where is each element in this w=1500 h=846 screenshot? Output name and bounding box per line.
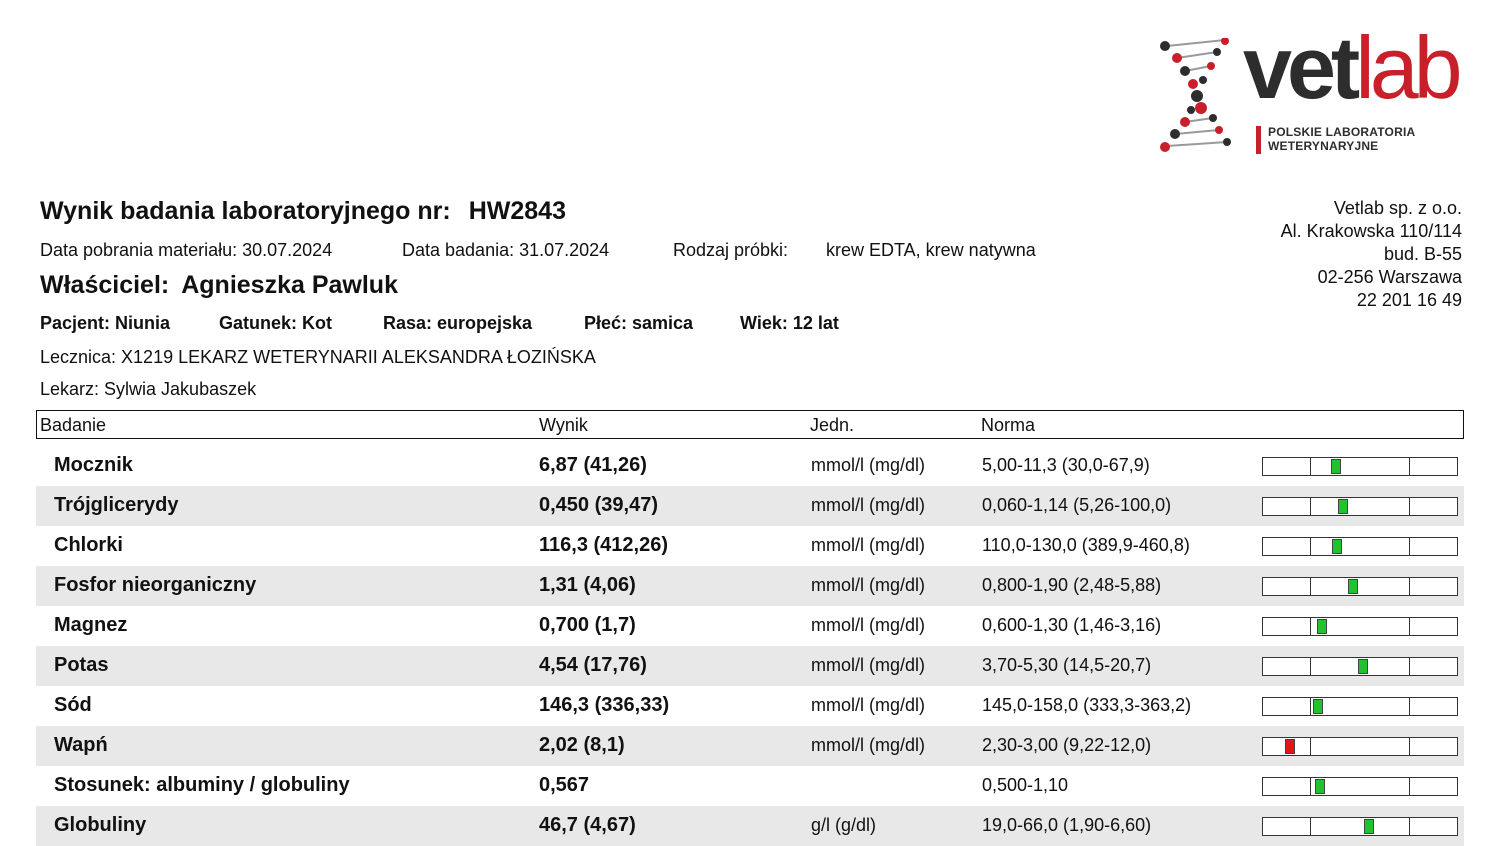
header-norm: Norma [981, 415, 1036, 435]
test-name: Fosfor nieorganiczny [54, 574, 257, 596]
gauge-tick [1409, 578, 1410, 595]
vetlab-logo [1155, 18, 1475, 160]
gauge-tick [1310, 698, 1311, 715]
lab-address [1281, 197, 1462, 312]
gauge-tick [1310, 538, 1311, 555]
test-norm: 5,00-11,3 (30,0-67,9) [982, 455, 1150, 475]
range-gauge [1262, 777, 1458, 796]
gauge-tick [1310, 618, 1311, 635]
table-row [36, 566, 1464, 606]
dates-line [40, 240, 1036, 261]
test-norm: 3,70-5,30 (14,5-20,7) [982, 655, 1152, 675]
gauge-marker [1348, 579, 1358, 594]
test-name: Globuliny [54, 814, 147, 836]
test-norm: 0,500-1,10 [982, 775, 1069, 795]
table-row [36, 646, 1464, 686]
table-row [36, 806, 1464, 846]
address-line1: Vetlab sp. z o.o. [1333, 198, 1462, 218]
test-result: 6,87 (41,26) [539, 454, 647, 476]
table-row [36, 606, 1464, 646]
header-unit: Jedn. [810, 415, 855, 435]
address-line5: 22 201 16 49 [1356, 290, 1462, 310]
range-gauge [1262, 617, 1458, 636]
gauge-marker [1313, 699, 1323, 714]
gauge-tick [1409, 658, 1410, 675]
logo-subtitle [1268, 125, 1415, 153]
table-row [36, 766, 1464, 806]
patient-line [40, 313, 839, 334]
test-result: 116,3 (412,26) [539, 534, 668, 556]
test-name: Mocznik [54, 454, 133, 476]
table-row [36, 486, 1464, 526]
owner-line [40, 271, 398, 300]
test-result: 4,54 (17,76) [539, 654, 647, 676]
test-result: 46,7 (4,67) [539, 814, 636, 836]
test-norm: 2,30-3,00 (9,22-12,0) [982, 735, 1152, 755]
test-norm: 0,060-1,14 (5,26-100,0) [982, 495, 1172, 515]
sampling-date: Data pobrania materiału: 30.07.2024 [40, 240, 333, 260]
logo-word-vet: vet [1243, 18, 1356, 117]
gauge-marker [1364, 819, 1374, 834]
report-number: HW2843 [468, 197, 566, 225]
gauge-marker [1331, 459, 1341, 474]
gauge-tick [1310, 578, 1311, 595]
gauge-tick [1310, 658, 1311, 675]
gauge-tick [1409, 778, 1410, 795]
patient-name: Pacjent: Niunia [40, 313, 171, 333]
range-gauge [1262, 577, 1458, 596]
test-unit: mmol/l (mg/dl) [811, 615, 926, 635]
gauge-tick [1409, 498, 1410, 515]
test-norm: 110,0-130,0 (389,9-460,8) [982, 535, 1190, 555]
test-unit: mmol/l (mg/dl) [811, 455, 926, 475]
test-name: Potas [54, 654, 109, 676]
gauge-marker [1358, 659, 1368, 674]
gauge-tick [1310, 458, 1311, 475]
test-name: Chlorki [54, 534, 123, 556]
range-gauge [1262, 657, 1458, 676]
range-gauge [1262, 457, 1458, 476]
test-name: Trójglicerydy [54, 494, 179, 516]
test-norm: 0,600-1,30 (1,46-3,16) [982, 615, 1162, 635]
test-unit: mmol/l (mg/dl) [811, 495, 926, 515]
gauge-tick [1409, 738, 1410, 755]
clinic-line: Lecznica: X1219 LEKARZ WETERYNARII ALEKSANDRA ŁOZIŃSKA [40, 347, 596, 367]
results-table-body [36, 446, 1464, 846]
test-name: Magnez [54, 614, 128, 636]
test-name: Wapń [54, 734, 108, 756]
test-name: Sód [54, 694, 92, 716]
sample-type-label: Rodzaj próbki: [673, 240, 789, 260]
test-unit: mmol/l (mg/dl) [811, 735, 926, 755]
results-table-header [36, 410, 1464, 439]
test-unit: mmol/l (mg/dl) [811, 655, 926, 675]
patient-species: Gatunek: Kot [219, 313, 333, 333]
owner-name: Agnieszka Pawluk [181, 271, 398, 299]
test-result: 0,567 [539, 774, 590, 796]
test-name: Stosunek: albuminy / globuliny [54, 774, 350, 796]
logo-subtitle-line2: WETERYNARYJNE [1268, 139, 1379, 153]
table-row [36, 686, 1464, 726]
table-row [36, 726, 1464, 766]
address-line2: Al. Krakowska 110/114 [1280, 221, 1462, 241]
table-row [36, 526, 1464, 566]
patient-sex: Płeć: samica [584, 313, 694, 333]
sample-type-value: krew EDTA, krew natywna [826, 240, 1036, 260]
test-unit: mmol/l (mg/dl) [811, 575, 926, 595]
gauge-tick [1409, 618, 1410, 635]
doctor-line: Lekarz: Sylwia Jakubaszek [40, 379, 257, 399]
test-result: 0,450 (39,47) [539, 494, 658, 516]
range-gauge [1262, 817, 1458, 836]
test-result: 1,31 (4,06) [539, 574, 636, 596]
report-title-label: Wynik badania laboratoryjnego nr: [40, 197, 451, 225]
report-title [40, 197, 566, 226]
test-date: Data badania: 31.07.2024 [402, 240, 610, 260]
header-result: Wynik [539, 415, 588, 435]
gauge-tick [1310, 818, 1311, 835]
test-unit: mmol/l (mg/dl) [811, 695, 926, 715]
gauge-tick [1409, 698, 1410, 715]
range-gauge [1262, 537, 1458, 556]
test-unit: mmol/l (mg/dl) [811, 535, 926, 555]
patient-age: Wiek: 12 lat [740, 313, 839, 333]
gauge-marker [1332, 539, 1342, 554]
address-line4: 02-256 Warszawa [1317, 267, 1462, 287]
test-norm: 145,0-158,0 (333,3-363,2) [982, 695, 1192, 715]
test-norm: 0,800-1,90 (2,48-5,88) [982, 575, 1162, 595]
test-result: 0,700 (1,7) [539, 614, 636, 636]
owner-label: Właściciel: [40, 271, 170, 299]
gauge-tick [1310, 778, 1311, 795]
header-test: Badanie [40, 415, 107, 435]
logo-subtitle-line1: POLSKIE LABORATORIA [1268, 125, 1416, 139]
gauge-marker [1315, 779, 1325, 794]
gauge-marker [1285, 739, 1295, 754]
address-line3: bud. B-55 [1383, 244, 1462, 264]
logo-accent-bar [1256, 126, 1261, 154]
range-gauge [1262, 697, 1458, 716]
range-gauge [1262, 497, 1458, 516]
logo-word-lab: lab [1355, 18, 1458, 117]
gauge-tick [1409, 818, 1410, 835]
gauge-tick [1310, 738, 1311, 755]
gauge-marker [1338, 499, 1348, 514]
test-result: 2,02 (8,1) [539, 734, 625, 756]
test-result: 146,3 (336,33) [539, 694, 670, 716]
logo-wordmark [1243, 18, 1458, 117]
gauge-tick [1310, 498, 1311, 515]
table-row [36, 446, 1464, 486]
range-gauge [1262, 737, 1458, 756]
dna-helix-icon [1155, 38, 1245, 160]
patient-breed: Rasa: europejska [383, 313, 533, 333]
test-norm: 19,0-66,0 (1,90-6,60) [982, 815, 1152, 835]
gauge-marker [1317, 619, 1327, 634]
test-unit: g/l (g/dl) [811, 815, 877, 835]
gauge-tick [1409, 538, 1410, 555]
gauge-tick [1409, 458, 1410, 475]
